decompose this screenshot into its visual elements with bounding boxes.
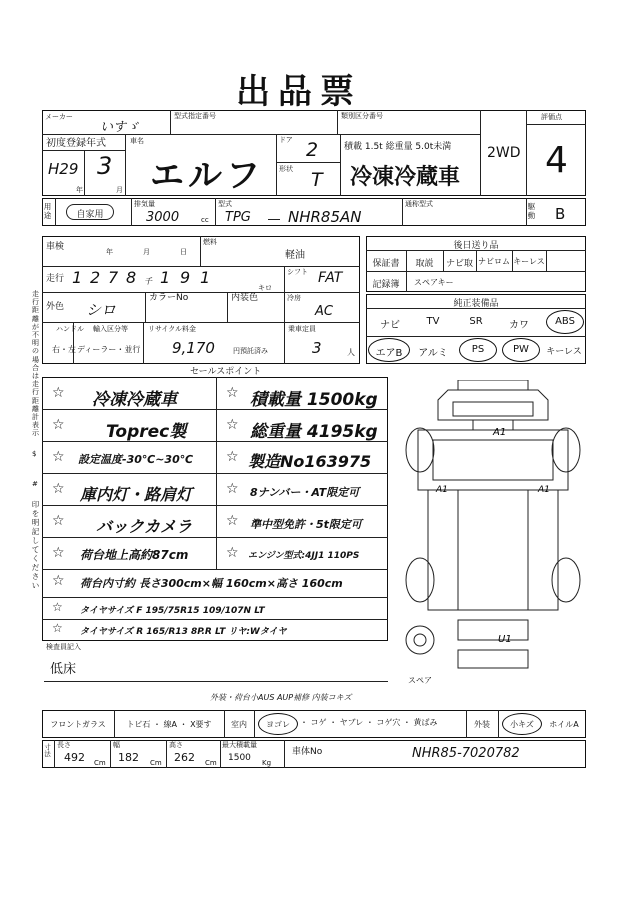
exterior-label: 外装: [474, 720, 490, 729]
color-value: シロ: [86, 301, 117, 319]
mileage-label: 走行: [46, 274, 65, 284]
recycle-label: リサイクル料金: [148, 325, 197, 333]
capacity-label: 乗車定員: [288, 325, 316, 333]
sp-5-right: 準中型免許・5t限定可: [250, 518, 362, 531]
doc-manual: 取説: [415, 259, 434, 269]
sp-wide-2: タイヤサイズ F 195/75R15 109/107N LT: [80, 606, 265, 616]
doc-navi-manual: ナビ取: [445, 259, 473, 269]
sp-3-left: 設定温度-30℃~30℃: [78, 453, 194, 466]
sp-3-right: 製造No163975: [248, 452, 372, 471]
model-label: 型式: [218, 200, 232, 208]
sales-point-title: セールスポイント: [190, 367, 262, 377]
month-unit: 月: [116, 186, 123, 194]
body-type: 冷凍冷蔵車: [350, 165, 461, 190]
sp-5-left: バックカメラ: [96, 517, 193, 536]
width-value: 182: [118, 751, 139, 764]
year-unit: 年: [76, 186, 83, 194]
displacement-label: 排気量: [134, 200, 155, 208]
ext-opt-wheel: ホイルA: [549, 720, 579, 729]
width-unit: Cm: [150, 759, 162, 767]
handle-label: ハンドル: [56, 325, 84, 333]
sp-2-right: 総重量 4195kg: [250, 422, 378, 442]
year-num: 3: [97, 152, 113, 180]
yen-unit: 円預託済み: [233, 347, 268, 355]
sp-6-left: 荷台地上高約87cm: [80, 548, 189, 562]
front-glass-label: フロントガラス: [50, 720, 106, 729]
maker-label: メーカー: [45, 113, 73, 121]
ext-opt-scratch: 小キズ: [510, 720, 534, 729]
sp-6-right: エンジン型式:4JJ1 110PS: [248, 551, 360, 561]
sp-4-right: 8ナンバー・AT限定可: [250, 486, 360, 499]
inspector-note: 低床: [50, 662, 77, 677]
sp-2-left: Toprec製: [106, 422, 187, 442]
equip-leather: カワ: [509, 320, 529, 331]
handle-value: 右・左: [52, 345, 76, 354]
category-no-label: 類別区分番号: [341, 112, 383, 120]
length-label: 長さ: [57, 741, 71, 749]
sp-1-left: 冷凍冷蔵車: [92, 390, 177, 410]
shift-label: シフト: [287, 268, 308, 276]
diagram-mark-left: A1: [436, 485, 448, 495]
sp-4-left: 庫内灯・路肩灯: [80, 485, 193, 504]
room-label: 室内: [231, 720, 247, 729]
km-unit: キロ: [258, 284, 272, 292]
year-era: H29: [48, 160, 79, 178]
equip-tv: TV: [426, 316, 440, 327]
room-opt-rest: ・ コゲ ・ ヤブレ ・ コゲ穴 ・ 黄ばみ: [300, 718, 438, 727]
spec-line: 積載 1.5t 総重量 5.0t未満: [344, 142, 452, 152]
grade-score: B: [555, 205, 566, 223]
body-no-label: 車体No: [292, 747, 323, 757]
maker-value: いすゞ: [100, 120, 140, 135]
equip-keyless: キーレス: [546, 347, 582, 357]
doc-warranty: 保証書: [372, 259, 400, 269]
mileage-d0: 1: [72, 268, 83, 287]
eval-label: 評価点: [541, 113, 562, 121]
car-name-value: エルフ: [150, 156, 264, 196]
equip-ps: PS: [471, 344, 485, 355]
diagram-mark-right: A1: [538, 485, 550, 495]
cc-unit: cc: [201, 216, 209, 224]
body-no-value: NHR85-7020782: [412, 746, 520, 761]
use-value: 自家用: [76, 210, 104, 220]
equipment-title: 純正装備品: [453, 299, 499, 309]
shape-value: T: [311, 169, 323, 191]
equip-alumi: アルミ: [418, 348, 448, 359]
sp-1-right: 積載量 1500kg: [250, 390, 378, 410]
doc-record: 記録簿: [372, 280, 400, 290]
height-value: 262: [174, 751, 195, 764]
height-unit: Cm: [205, 759, 217, 767]
model-prefix: TPG: [225, 210, 251, 225]
dim-side-label: 寸法: [44, 743, 51, 758]
equip-sr: SR: [469, 316, 483, 327]
shaken-year: 年: [106, 248, 113, 256]
use-side-label: 用途: [43, 202, 52, 220]
equip-pw: PW: [513, 344, 529, 355]
glass-options: トビ石 ・ 線A ・ X要す: [126, 720, 212, 729]
doc-navi-rom: ナビロム: [478, 257, 510, 266]
shift-value: FAT: [318, 270, 343, 286]
doc-spare-key: スペアキー: [414, 278, 454, 287]
diagram-mark-rear: U1: [498, 634, 512, 645]
doc-keyless: キーレス: [513, 257, 545, 266]
import-value: ディーラー・並行: [77, 345, 141, 354]
aircon-value: AC: [315, 304, 333, 319]
type-no-label: 型式指定番号: [174, 112, 216, 120]
import-label: 輸入区分等: [93, 325, 128, 333]
max-load-label: 最大積載量: [222, 741, 257, 749]
width-label: 幅: [113, 741, 120, 749]
fuel-label: 燃料: [203, 238, 217, 246]
capacity-value: 3: [312, 339, 322, 357]
height-label: 高さ: [169, 741, 183, 749]
equip-abs: ABS: [555, 316, 575, 327]
first-reg-label: 初度登録年式: [46, 138, 106, 149]
color-no-label: カラーNo: [149, 293, 189, 303]
mileage-d2: 7: [108, 268, 119, 287]
shaken-month: 月: [143, 248, 150, 256]
color-label: 外色: [46, 302, 65, 312]
mileage-d6: 9: [180, 268, 191, 287]
shaken-label: 車検: [46, 242, 65, 252]
mileage-d7: 1: [200, 268, 211, 287]
vehicle-diagram: [398, 380, 588, 680]
diagram-mark-front: A1: [493, 427, 507, 438]
fuel-value: 軽油: [285, 250, 305, 261]
interior-label: 内装色: [231, 293, 259, 303]
sp-wide-1: 荷台内寸約 長さ300cm×幅 160cm×高さ 160cm: [80, 577, 343, 590]
inspector-label: 検査員記入: [46, 643, 81, 651]
sp-wide-3: タイヤサイズ R 165/R13 8P.R LT リヤ:Wタイヤ: [80, 627, 287, 637]
shape-label: 形状: [279, 165, 293, 173]
person-unit: 人: [347, 348, 355, 357]
eval-score: 4: [545, 140, 568, 181]
mileage-d1: 2: [90, 268, 101, 287]
mileage-d4: 千: [144, 277, 152, 286]
shaken-day: 日: [180, 248, 187, 256]
model-code: NHR85AN: [288, 208, 362, 226]
aircon-label: 冷房: [287, 294, 301, 302]
spare-label: スペア: [408, 676, 432, 685]
doors-value: 2: [306, 139, 319, 161]
later-docs-title: 後日送り品: [453, 241, 499, 251]
mileage-d5: 1: [160, 268, 171, 287]
side-note: 走行距離が不明の場合は走行距離計表示: [32, 290, 39, 438]
displacement-value: 3000: [146, 210, 180, 225]
mileage-d3: 8: [126, 268, 137, 287]
equip-navi: ナビ: [380, 320, 400, 331]
page-title: 出品票: [236, 72, 362, 112]
room-opt-dirt: ヨゴレ: [266, 720, 290, 729]
wd-side-label: 駆動: [527, 202, 536, 220]
max-load-unit: Kg: [262, 759, 272, 767]
recycle-value: 9,170: [172, 339, 215, 357]
side-note-2: 印を明記してください: [31, 500, 40, 590]
max-load-value: 1500: [228, 753, 251, 763]
car-name-label: 車名: [130, 137, 144, 145]
equip-airbag: エアB: [375, 348, 403, 359]
doors-label: ドア: [279, 136, 293, 144]
grade-label: 通称型式: [405, 200, 433, 208]
footer-note: 外装・荷台小AUS AUP補修 内装コキズ: [210, 693, 352, 702]
length-unit: Cm: [94, 759, 106, 767]
length-value: 492: [64, 751, 85, 764]
drive-value: 2WD: [487, 145, 521, 161]
